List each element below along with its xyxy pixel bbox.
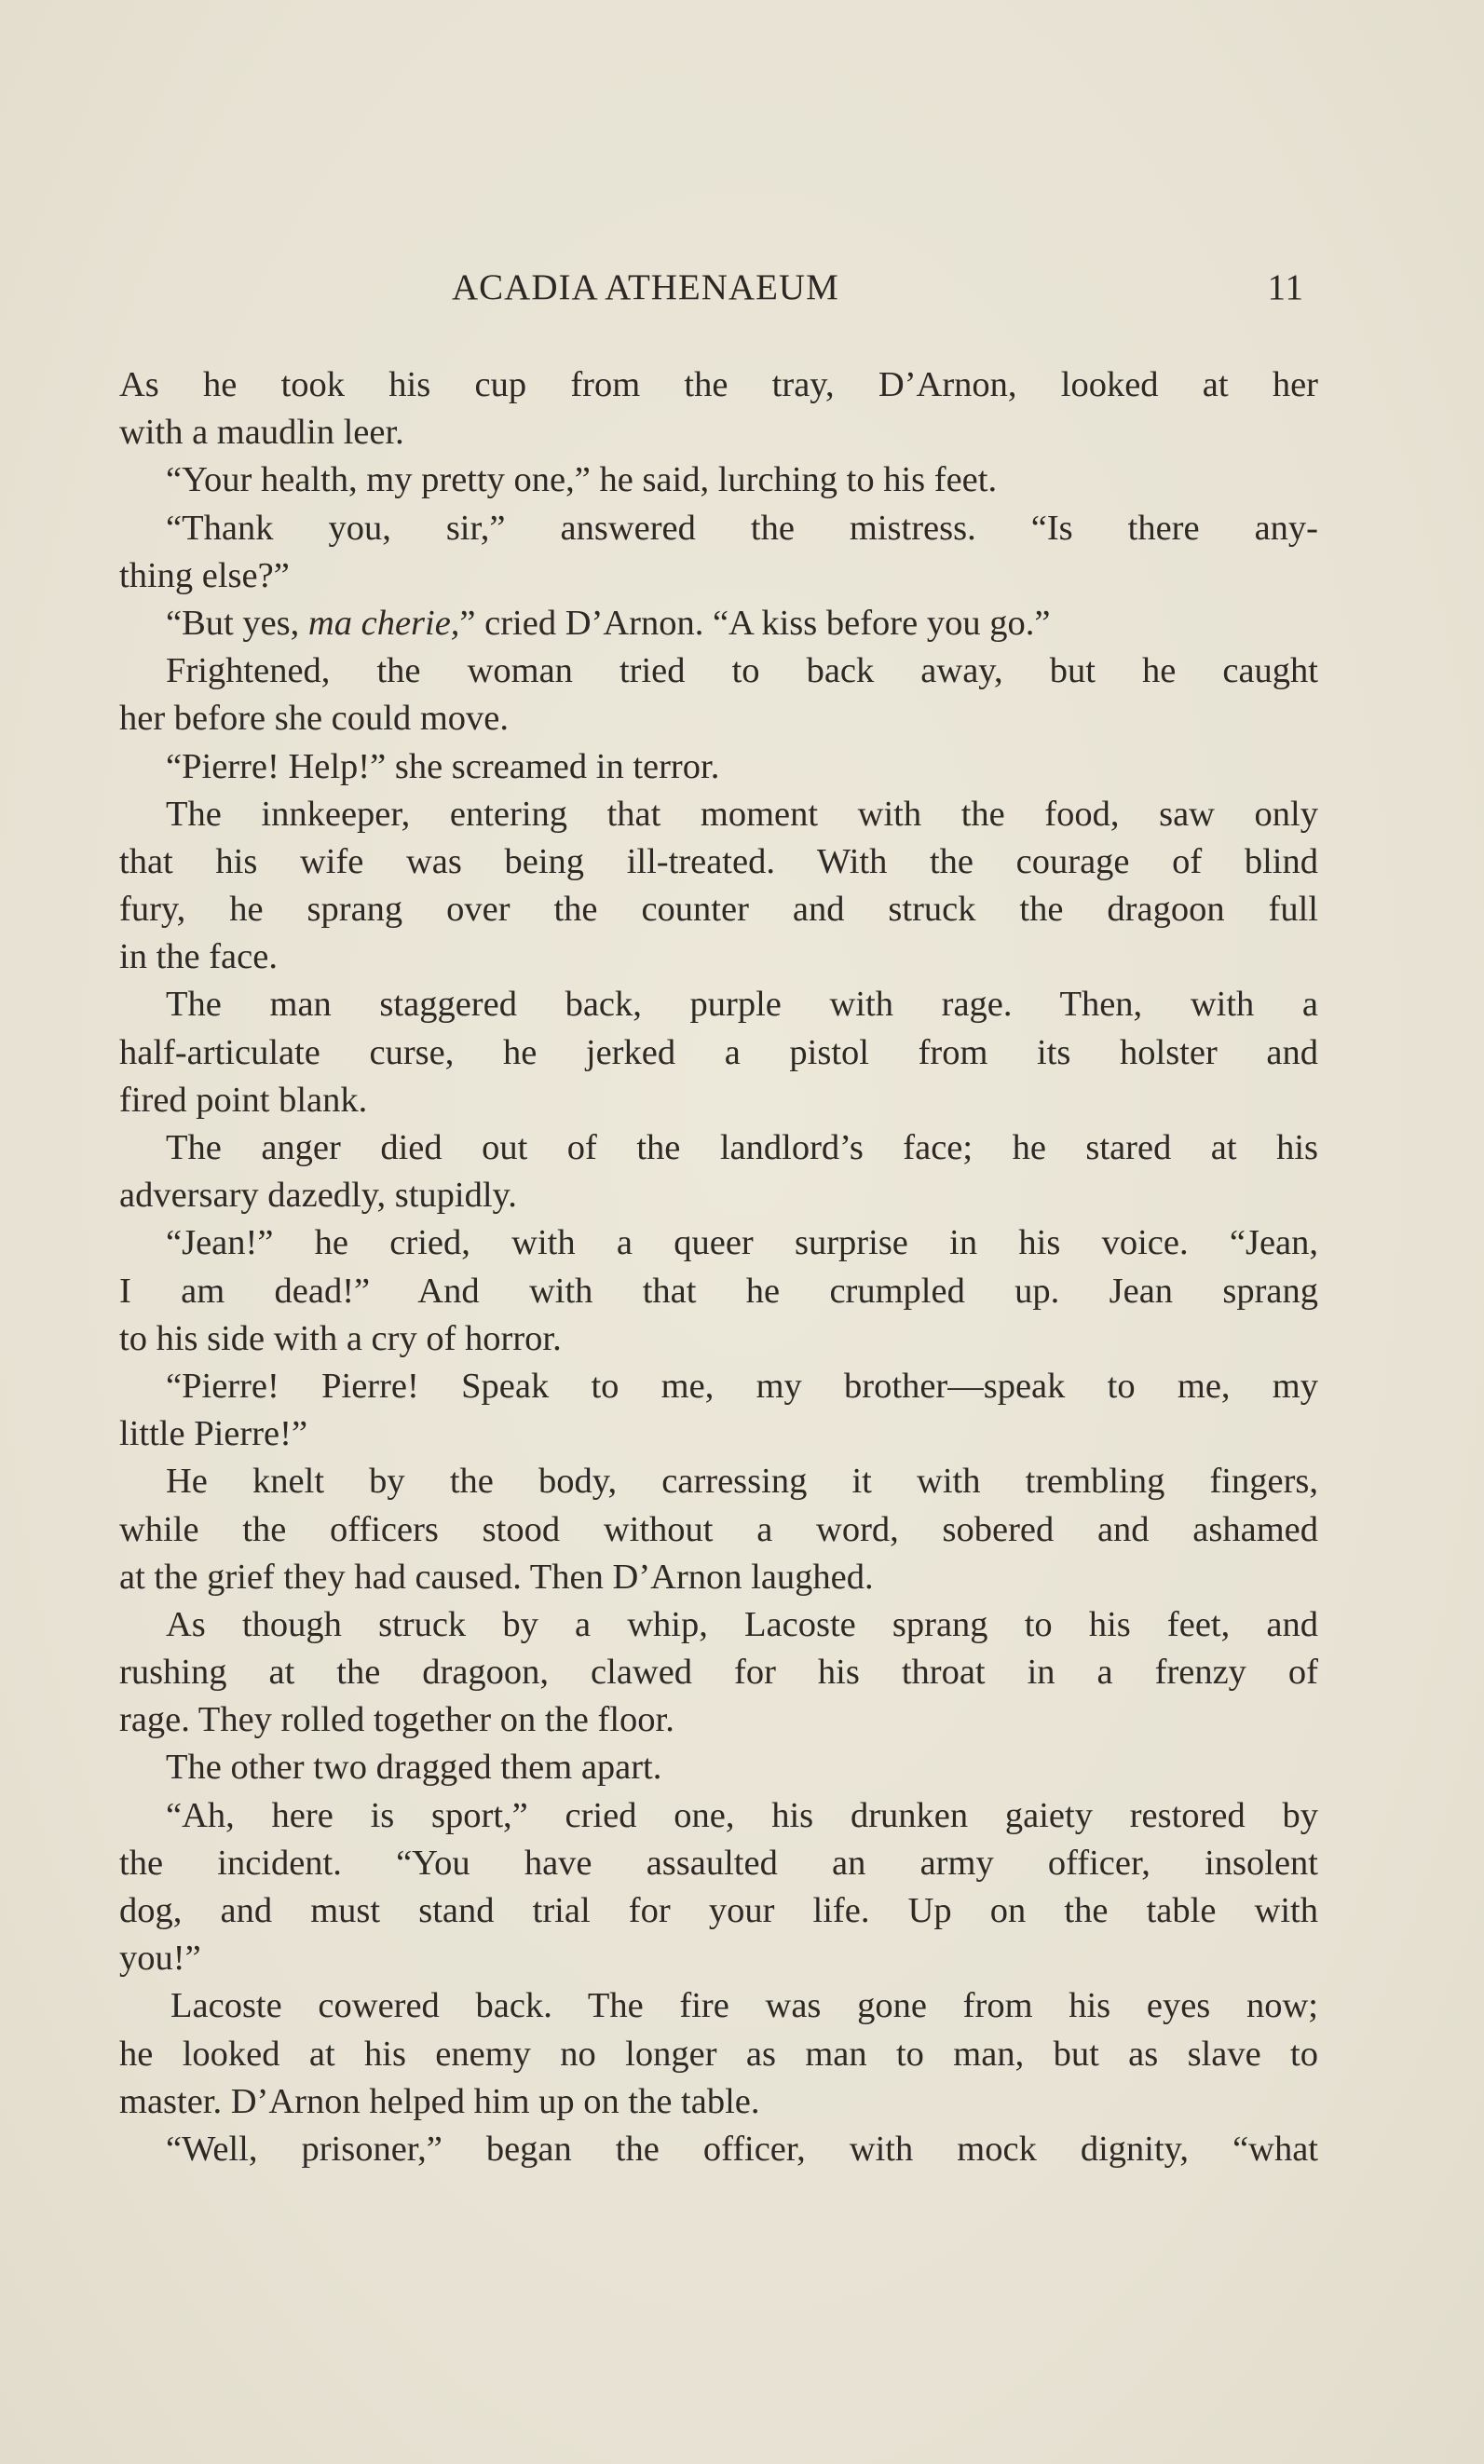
text-line: “Ah, here is sport,” cried one, his drunken gaiety restored by [166,1795,1318,1835]
running-title: ACADIA ATHENAEUM [452,267,839,307]
text-line: The anger died out of the landlord’s face; he stared at his [166,1128,1318,1167]
text-line: fury, he sprang over the counter and struck the dragoon full [119,890,1318,930]
text-line: he looked at his enemy no longer as man to man, but as slave to [119,2034,1318,2074]
text-line: to his side with a cry of horror. [119,1318,562,1358]
text-line: master. D’Arnon helped him up on the table. [119,2081,760,2121]
text-line: thing else?” [119,555,290,595]
text-line: you!” [119,1939,201,1979]
text-line: dog, and must stand trial for your life. Up on the table with [119,1891,1318,1930]
text-line: The innkeeper, entering that moment with the food, saw only [166,794,1318,834]
text-segment: “But yes, [166,603,308,643]
text-line: Frightened, the woman tried to back away, but he caught [166,651,1318,691]
body-text [119,361,1318,2173]
text-line: with a maudlin leer. [119,413,404,453]
text-line: As though struck by a whip, Lacoste sprang to his feet, and [166,1604,1318,1644]
text-line: rage. They rolled together on the floor. [119,1700,674,1740]
text-line: rushing at the dragoon, clawed for his throat in a frenzy of [119,1653,1318,1693]
text-line: I am dead!” And with that he crumpled up. Jean sprang [119,1271,1318,1311]
text-line: “Thank you, sir,” answered the mistress. “Is there any- [166,508,1318,548]
text-line: Lacoste cowered back. The fire was gone from his eyes now; [170,1986,1318,2026]
text-line: in the face. [119,937,278,977]
text-line: “Well, prisoner,” began the officer, with mock dignity, “what [166,2129,1318,2169]
text-line: The man staggered back, purple with rage. Then, with a [166,985,1318,1025]
text-line: He knelt by the body, carressing it with trembling fingers, [166,1462,1318,1502]
page-number: 11 [1267,267,1304,307]
text-line: while the officers stood without a word, sobered and ashamed [119,1509,1318,1549]
text-line: the incident. “You have assaulted an army officer, insolent [119,1843,1318,1883]
text-line: “Pierre! Pierre! Speak to me, my brother—speak to me, my [166,1366,1318,1406]
text-line: adversary dazedly, stupidly. [119,1176,517,1216]
text-line: at the grief they had caused. Then D’Arnon laughed. [119,1557,874,1597]
text-line: “Pierre! Help!” she screamed in terror. [166,746,720,786]
italic-phrase: ma cherie, [307,603,460,643]
text-line: fired point blank. [119,1080,368,1120]
text-line: “Jean!” he cried, with a queer surprise in his voice. “Jean, [166,1223,1318,1263]
text-line: The other two dragged them apart. [166,1748,662,1788]
text-line: little Pierre!” [119,1414,308,1454]
text-line: half-articulate curse, he jerked a pistol from its holster and [119,1032,1318,1072]
text-line: “Your health, my pretty one,” he said, lurching to his feet. [166,460,998,500]
page-header [121,266,1314,315]
text-line [119,600,1318,647]
text-segment: ” cried D’Arnon. “A kiss before you go.” [459,603,1051,643]
text-line: her before she could move. [119,699,509,739]
text-line: that his wife was being ill-treated. With the courage of blind [119,841,1318,881]
text-line: As he took his cup from the tray, D’Arnon, looked at her [119,365,1318,404]
